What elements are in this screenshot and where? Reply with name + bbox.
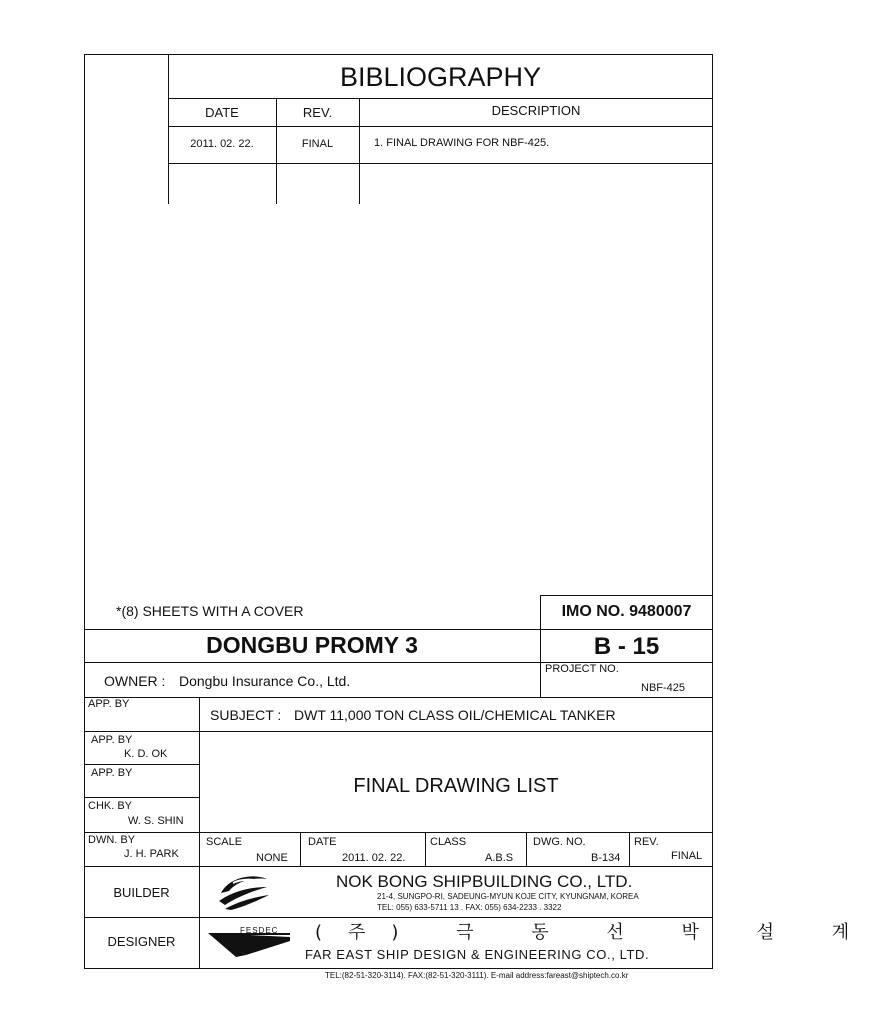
date-column-header: DATE bbox=[205, 105, 239, 120]
vessel-name: DONGBU PROMY 3 bbox=[206, 632, 418, 658]
rev-value: FINAL bbox=[671, 850, 703, 862]
builder-contact: TEL: 055) 633-5711 13 . FAX: 055) 634-2233 . 3322 bbox=[377, 903, 562, 912]
app-by-label-3: APP. BY bbox=[91, 767, 133, 779]
swirl-logo-icon bbox=[215, 871, 271, 911]
imo-box-top bbox=[540, 595, 713, 596]
dwg-no-label: DWG. NO. bbox=[533, 836, 586, 848]
subject-value: DWT 11,000 TON CLASS OIL/CHEMICAL TANKER bbox=[294, 707, 616, 723]
chk-by-label: CHK. BY bbox=[88, 800, 133, 812]
date-value: 2011. 02. 22. bbox=[342, 852, 406, 864]
approval-rule-3 bbox=[84, 797, 199, 798]
project-label: PROJECT NO. bbox=[545, 663, 619, 675]
designer-company: FAR EAST SHIP DESIGN & ENGINEERING CO., LTD. bbox=[305, 947, 650, 962]
rev-column-header: REV. bbox=[302, 105, 333, 120]
dwn-by-label: DWN. BY bbox=[88, 834, 136, 846]
details-row-bottom bbox=[84, 866, 713, 867]
bibliography-row-date: 2011. 02. 22. bbox=[190, 138, 254, 150]
designer-logo-text: FESDEC bbox=[240, 926, 279, 935]
owner-label: OWNER : bbox=[104, 673, 166, 689]
class-label: CLASS bbox=[430, 836, 467, 848]
rev-label: REV. bbox=[634, 836, 659, 848]
app-by-label-1: APP. BY bbox=[88, 698, 130, 710]
bibliography-row-rev: FINAL bbox=[301, 138, 334, 150]
drawing-title: FINAL DRAWING LIST bbox=[353, 775, 559, 797]
footer-contact: TEL:(82-51-320-3114). FAX:(82-51-320-3111). E-mail address:fareast@shiptech.co.kr bbox=[325, 971, 629, 980]
builder-row-bottom bbox=[84, 917, 713, 918]
imo-number: IMO NO. 9480007 bbox=[561, 603, 692, 620]
owner-row-bottom bbox=[84, 697, 713, 698]
bibliography-row-description: 1. FINAL DRAWING FOR NBF-425. bbox=[374, 137, 550, 149]
scale-label: SCALE bbox=[206, 836, 243, 848]
app-by-label-2: APP. BY bbox=[91, 734, 133, 746]
bibliography-header-rule bbox=[168, 126, 713, 127]
scale-value: NONE bbox=[256, 852, 288, 864]
builder-address: 21-4, SUNGPO-RI, SADEUNG-MYUN KOJE CITY, KYUNGNAM, KOREA bbox=[377, 892, 639, 901]
project-value: NBF-425 bbox=[641, 682, 686, 694]
subject-row-bottom bbox=[84, 731, 713, 732]
dwg-no-value: B-134 bbox=[591, 852, 621, 864]
class-value: A.B.S bbox=[485, 852, 514, 864]
frame-top bbox=[84, 54, 713, 55]
designer-korean-name: (주) 극 동 선 박 설 계 bbox=[315, 922, 875, 943]
details-divider-1 bbox=[300, 832, 301, 866]
dwn-by-name: J. H. PARK bbox=[124, 848, 179, 860]
approval-rule-2 bbox=[84, 764, 199, 765]
description-column-header: DESCRIPTION bbox=[491, 103, 581, 118]
bibliography-title-rule bbox=[168, 98, 713, 99]
details-row-top bbox=[84, 832, 713, 833]
frame-bottom bbox=[84, 968, 713, 969]
details-divider-4 bbox=[629, 832, 630, 866]
details-divider-3 bbox=[526, 832, 527, 866]
app-by-name-2: K. D. OK bbox=[124, 748, 168, 760]
subject-label: SUBJECT : bbox=[210, 707, 282, 723]
builder-company: NOK BONG SHIPBUILDING CO., LTD. bbox=[336, 872, 633, 891]
bibliography-row-rule bbox=[168, 163, 713, 164]
date-label: DATE bbox=[308, 836, 337, 848]
vessel-row-top bbox=[84, 629, 713, 630]
builder-label: BUILDER bbox=[113, 885, 170, 900]
details-divider-2 bbox=[425, 832, 426, 866]
chk-by-name: W. S. SHIN bbox=[128, 815, 184, 827]
bibliography-title: BIBLIOGRAPHY bbox=[339, 62, 542, 92]
owner-value: Dongbu Insurance Co., Ltd. bbox=[179, 673, 351, 689]
designer-label: DESIGNER bbox=[107, 934, 176, 949]
sheets-note: *(8) SHEETS WITH A COVER bbox=[116, 603, 304, 619]
drawing-code: B - 15 bbox=[593, 633, 660, 660]
